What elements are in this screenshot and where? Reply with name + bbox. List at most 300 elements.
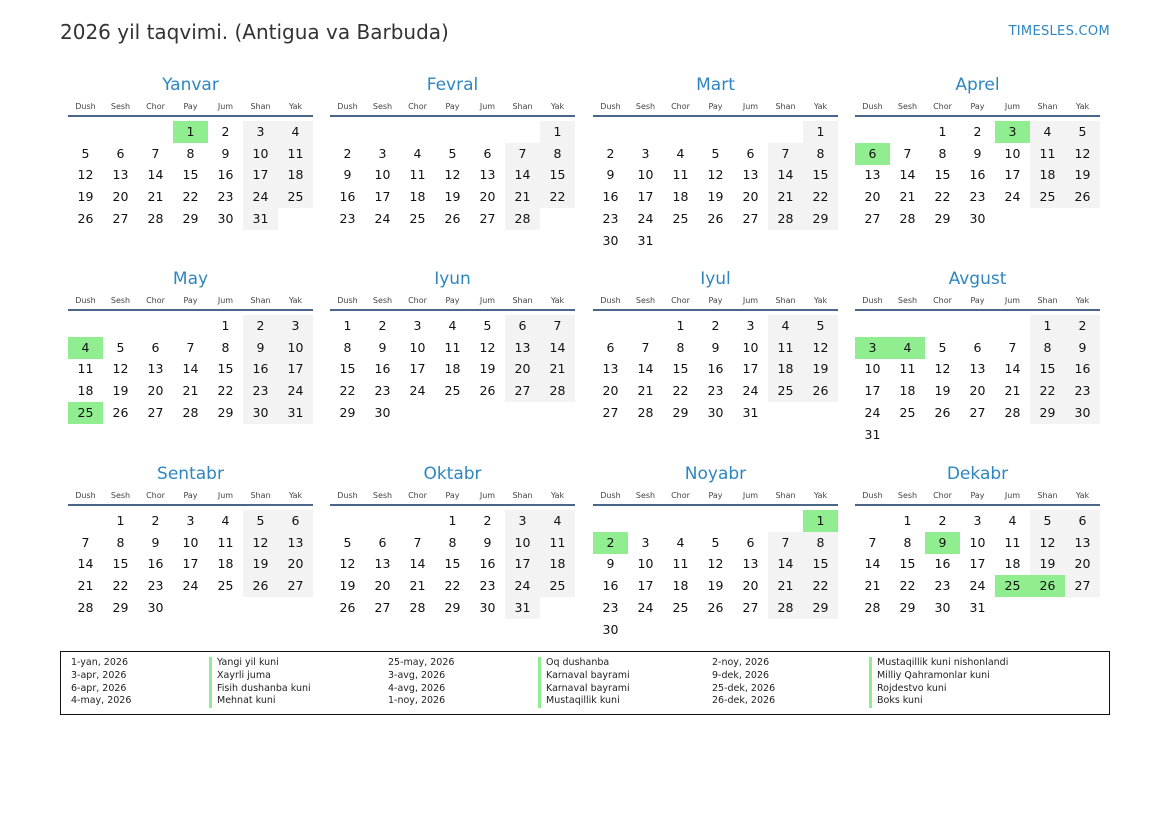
day-cell: 21 <box>409 578 426 594</box>
month-divider <box>68 115 313 117</box>
weekday-label: Pay <box>445 102 460 111</box>
month-name: Noyabr <box>684 464 747 484</box>
month-divider <box>330 504 575 506</box>
weekday-label: Chor <box>671 102 690 111</box>
day-cell: 5 <box>1030 510 1065 532</box>
day-cell: 3 <box>973 513 982 528</box>
weekday-label: Jum <box>217 296 234 305</box>
day-cell: 15 <box>899 556 916 572</box>
day-cell: 12 <box>1030 532 1065 554</box>
month-name: Mart <box>696 75 735 95</box>
day-cell: 11 <box>278 143 313 165</box>
day-cell: 3 <box>186 513 195 528</box>
day-cell: 2 <box>973 124 982 139</box>
weekday-header <box>855 491 1100 503</box>
holiday-day-cell: 1 <box>173 121 208 143</box>
day-cell: 8 <box>343 339 352 355</box>
day-cell: 14 <box>768 164 803 186</box>
day-cell: 9 <box>483 534 492 550</box>
weekday-header <box>330 296 575 308</box>
day-cell: 27 <box>278 575 313 597</box>
weekday-label: Dush <box>600 491 621 500</box>
day-cell: 3 <box>641 534 650 550</box>
day-cell: 22 <box>444 578 461 594</box>
day-cell: 13 <box>374 556 391 572</box>
weekday-label: Chor <box>146 491 165 500</box>
day-cell: 5 <box>711 534 720 550</box>
day-cell: 18 <box>217 556 234 572</box>
day-cell: 22 <box>540 186 575 208</box>
day-cell: 28 <box>77 599 94 615</box>
day-cell: 24 <box>374 210 391 226</box>
day-cell: 22 <box>182 189 199 205</box>
day-cell: 27 <box>742 210 759 226</box>
day-cell: 6 <box>378 534 387 550</box>
month-divider <box>593 309 838 311</box>
day-cell: 14 <box>409 556 426 572</box>
day-cell: 7 <box>81 534 90 550</box>
month-divider <box>855 309 1100 311</box>
day-cell: 9 <box>221 145 230 161</box>
day-cell: 6 <box>278 510 313 532</box>
day-cell: 15 <box>803 553 838 575</box>
day-cell: 10 <box>409 339 426 355</box>
day-cell: 9 <box>243 337 278 359</box>
day-cell: 29 <box>672 404 689 420</box>
weekday-label: Chor <box>408 491 427 500</box>
day-cell: 4 <box>221 513 230 528</box>
day-cell: 22 <box>1030 380 1065 402</box>
day-cell: 2 <box>243 315 278 337</box>
weekday-label: Dush <box>862 491 883 500</box>
weekday-label: Yak <box>1075 102 1090 111</box>
day-cell: 5 <box>116 339 125 355</box>
day-cell: 9 <box>1065 337 1100 359</box>
day-cell: 11 <box>768 337 803 359</box>
day-cell: 16 <box>934 556 951 572</box>
day-cell: 19 <box>1030 553 1065 575</box>
weekday-label: Jum <box>1004 102 1021 111</box>
weekday-label: Yak <box>550 296 565 305</box>
day-cell: 17 <box>969 556 986 572</box>
month-divider <box>330 115 575 117</box>
day-cell: 4 <box>676 145 685 161</box>
day-cell: 17 <box>182 556 199 572</box>
weekday-label: Shan <box>1037 296 1058 305</box>
weekday-label: Shan <box>775 102 796 111</box>
day-cell: 27 <box>602 404 619 420</box>
day-cell: 22 <box>899 578 916 594</box>
weekday-header <box>855 296 1100 308</box>
day-cell: 28 <box>409 599 426 615</box>
day-cell: 3 <box>278 315 313 337</box>
legend-date: 3-avg, 2026 <box>388 669 446 681</box>
weekday-label: Jum <box>479 102 496 111</box>
weekday-header <box>68 491 313 503</box>
day-cell: 20 <box>969 383 986 399</box>
day-cell: 17 <box>864 383 881 399</box>
day-cell: 18 <box>899 383 916 399</box>
day-cell: 30 <box>602 621 619 637</box>
day-cell: 5 <box>803 315 838 337</box>
day-cell: 7 <box>1008 339 1017 355</box>
day-cell: 18 <box>444 361 461 377</box>
weekday-label: Pay <box>708 102 723 111</box>
day-cell: 30 <box>147 599 164 615</box>
day-cell: 26 <box>243 575 278 597</box>
month-divider <box>855 115 1100 117</box>
weekday-label: Shan <box>1037 102 1058 111</box>
day-cell: 8 <box>676 339 685 355</box>
day-cell: 20 <box>742 578 759 594</box>
day-cell: 11 <box>1004 534 1021 550</box>
day-cell: 7 <box>641 339 650 355</box>
day-cell: 5 <box>483 318 492 333</box>
day-cell: 16 <box>602 578 619 594</box>
day-cell: 26 <box>77 210 94 226</box>
weekday-label: Sesh <box>635 296 656 305</box>
day-cell: 7 <box>903 145 912 161</box>
day-cell: 3 <box>413 318 422 333</box>
day-cell: 6 <box>151 339 160 355</box>
day-cell: 28 <box>505 208 540 230</box>
holiday-day-cell: 2 <box>593 532 628 554</box>
day-cell: 13 <box>864 167 881 183</box>
day-cell: 14 <box>540 337 575 359</box>
day-cell: 9 <box>343 167 352 183</box>
day-cell: 29 <box>217 404 234 420</box>
day-cell: 28 <box>182 404 199 420</box>
day-cell: 31 <box>278 402 313 424</box>
day-cell: 16 <box>969 167 986 183</box>
day-cell: 18 <box>672 578 689 594</box>
day-cell: 25 <box>672 210 689 226</box>
legend-holiday-name: Mustaqillik kuni <box>538 695 630 708</box>
weekday-label: Sesh <box>372 102 393 111</box>
holiday-day-cell: 26 <box>1030 575 1065 597</box>
legend-date: 3-apr, 2026 <box>71 669 127 681</box>
day-cell: 24 <box>182 578 199 594</box>
day-cell: 9 <box>606 167 615 183</box>
day-cell: 25 <box>540 575 575 597</box>
day-cell: 17 <box>637 578 654 594</box>
day-cell: 10 <box>505 532 540 554</box>
day-cell: 30 <box>602 232 619 248</box>
day-cell: 26 <box>934 404 951 420</box>
month-name: May <box>172 269 209 289</box>
day-cell: 5 <box>1065 121 1100 143</box>
weekday-label: Chor <box>146 102 165 111</box>
day-cell: 24 <box>243 186 278 208</box>
day-cell: 30 <box>707 404 724 420</box>
day-cell: 5 <box>343 534 352 550</box>
legend-dates-col-1 <box>71 657 131 708</box>
day-cell: 10 <box>637 167 654 183</box>
day-cell: 7 <box>768 143 803 165</box>
month-name: Avgust <box>948 269 1007 289</box>
day-cell: 22 <box>672 383 689 399</box>
day-cell: 11 <box>77 361 94 377</box>
day-cell: 5 <box>243 510 278 532</box>
day-cell: 19 <box>339 578 356 594</box>
month-name: Fevral <box>426 75 479 95</box>
day-cell: 12 <box>444 167 461 183</box>
holiday-legend <box>60 651 1110 715</box>
weekday-label: Dush <box>337 296 358 305</box>
day-cell: 28 <box>864 599 881 615</box>
day-cell: 14 <box>505 164 540 186</box>
day-cell: 31 <box>969 599 986 615</box>
weekday-label: Chor <box>146 296 165 305</box>
day-cell: 13 <box>147 361 164 377</box>
day-cell: 24 <box>637 599 654 615</box>
day-cell: 2 <box>343 145 352 161</box>
day-cell: 22 <box>803 186 838 208</box>
weekday-label: Yak <box>1075 491 1090 500</box>
day-cell: 21 <box>899 189 916 205</box>
day-cell: 23 <box>374 383 391 399</box>
weekday-label: Shan <box>512 491 533 500</box>
day-cell: 21 <box>540 358 575 380</box>
weekday-label: Jum <box>742 491 759 500</box>
day-cell: 12 <box>243 532 278 554</box>
day-cell: 11 <box>217 534 234 550</box>
day-cell: 23 <box>217 189 234 205</box>
day-cell: 6 <box>746 145 755 161</box>
day-cell: 3 <box>378 145 387 161</box>
day-cell: 4 <box>676 534 685 550</box>
day-cell: 22 <box>217 383 234 399</box>
day-cell: 24 <box>1004 189 1021 205</box>
day-cell: 8 <box>221 339 230 355</box>
day-cell: 25 <box>278 186 313 208</box>
day-cell: 9 <box>378 339 387 355</box>
day-cell: 14 <box>768 553 803 575</box>
weekday-header <box>593 296 838 308</box>
day-cell: 24 <box>505 575 540 597</box>
day-cell: 22 <box>339 383 356 399</box>
legend-date: 9-dek, 2026 <box>712 669 770 681</box>
weekday-label: Dush <box>600 102 621 111</box>
day-cell: 13 <box>505 337 540 359</box>
weekday-label: Dush <box>862 102 883 111</box>
legend-names-col-2 <box>538 657 630 708</box>
weekday-label: Pay <box>970 102 985 111</box>
day-cell: 21 <box>1004 383 1021 399</box>
holiday-day-cell: 3 <box>995 121 1030 143</box>
weekday-header <box>593 491 838 503</box>
day-cell: 8 <box>540 143 575 165</box>
month-divider <box>330 309 575 311</box>
day-cell: 8 <box>903 534 912 550</box>
day-cell: 28 <box>768 597 803 619</box>
legend-date: 26-dek, 2026 <box>712 695 776 707</box>
weekday-label: Dush <box>337 102 358 111</box>
day-cell: 29 <box>899 599 916 615</box>
weekday-label: Pay <box>445 296 460 305</box>
day-cell: 30 <box>969 210 986 226</box>
day-cell: 20 <box>147 383 164 399</box>
day-cell: 10 <box>969 534 986 550</box>
legend-names-col-3 <box>869 657 1008 708</box>
weekday-label: Chor <box>408 296 427 305</box>
day-cell: 29 <box>112 599 129 615</box>
day-cell: 28 <box>1004 404 1021 420</box>
day-cell: 29 <box>1030 402 1065 424</box>
weekday-label: Jum <box>217 491 234 500</box>
day-cell: 13 <box>742 556 759 572</box>
day-cell: 25 <box>217 578 234 594</box>
day-cell: 21 <box>77 578 94 594</box>
day-cell: 27 <box>147 404 164 420</box>
day-cell: 17 <box>505 553 540 575</box>
day-cell: 8 <box>1030 337 1065 359</box>
day-cell: 13 <box>1065 532 1100 554</box>
day-cell: 19 <box>112 383 129 399</box>
month-name: Iyul <box>700 269 731 289</box>
weekday-header <box>68 102 313 114</box>
day-cell: 23 <box>1065 380 1100 402</box>
weekday-label: Sesh <box>897 102 918 111</box>
day-cell: 18 <box>278 164 313 186</box>
weekday-label: Yak <box>550 102 565 111</box>
weekday-header <box>68 296 313 308</box>
day-cell: 29 <box>803 208 838 230</box>
legend-date: 4-may, 2026 <box>71 695 132 707</box>
weekday-label: Sesh <box>110 491 131 500</box>
day-cell: 24 <box>864 404 881 420</box>
weekday-label: Yak <box>288 102 303 111</box>
day-cell: 1 <box>1030 315 1065 337</box>
weekday-label: Pay <box>970 296 985 305</box>
legend-holiday-name: Boks kuni <box>869 695 1008 708</box>
month-divider <box>68 309 313 311</box>
page-title: 2026 yil taqvimi. (Antigua va Barbuda) <box>60 20 449 44</box>
day-cell: 20 <box>864 189 881 205</box>
weekday-label: Shan <box>775 491 796 500</box>
day-cell: 19 <box>707 189 724 205</box>
day-cell: 2 <box>483 513 492 528</box>
day-cell: 13 <box>742 167 759 183</box>
day-cell: 11 <box>672 556 689 572</box>
day-cell: 1 <box>903 513 912 528</box>
weekday-label: Chor <box>933 491 952 500</box>
weekday-label: Sesh <box>635 102 656 111</box>
site-brand-link[interactable]: TIMESLES.COM <box>1008 24 1110 39</box>
month-name: Oktabr <box>423 464 482 484</box>
day-cell: 16 <box>147 556 164 572</box>
legend-holiday-name: Xayrli juma <box>209 670 311 683</box>
day-cell: 30 <box>243 402 278 424</box>
day-cell: 19 <box>479 361 496 377</box>
holiday-day-cell: 25 <box>68 402 103 424</box>
legend-holiday-name: Fisih dushanba kuni <box>209 683 311 696</box>
day-cell: 10 <box>742 339 759 355</box>
day-cell: 25 <box>672 599 689 615</box>
day-cell: 11 <box>409 167 426 183</box>
day-cell: 23 <box>243 380 278 402</box>
legend-date: 4-avg, 2026 <box>388 682 446 694</box>
weekday-label: Shan <box>512 296 533 305</box>
day-cell: 4 <box>413 145 422 161</box>
day-cell: 9 <box>973 145 982 161</box>
weekday-label: Shan <box>775 296 796 305</box>
weekday-label: Yak <box>813 491 828 500</box>
day-cell: 2 <box>378 318 387 333</box>
weekday-header <box>855 102 1100 114</box>
day-cell: 27 <box>505 380 540 402</box>
day-cell: 15 <box>112 556 129 572</box>
day-cell: 30 <box>374 404 391 420</box>
day-cell: 7 <box>540 315 575 337</box>
day-cell: 19 <box>934 383 951 399</box>
day-cell: 15 <box>444 556 461 572</box>
weekday-label: Sesh <box>110 296 131 305</box>
weekday-header <box>330 102 575 114</box>
day-cell: 23 <box>602 210 619 226</box>
day-cell: 12 <box>934 361 951 377</box>
day-cell: 8 <box>116 534 125 550</box>
weekday-label: Dush <box>862 296 883 305</box>
day-cell: 11 <box>540 532 575 554</box>
legend-holiday-name: Mehnat kuni <box>209 695 311 708</box>
holiday-day-cell: 1 <box>803 510 838 532</box>
day-cell: 7 <box>505 143 540 165</box>
day-cell: 8 <box>186 145 195 161</box>
day-cell: 6 <box>1065 510 1100 532</box>
day-cell: 13 <box>278 532 313 554</box>
day-cell: 27 <box>742 599 759 615</box>
day-cell: 21 <box>182 383 199 399</box>
holiday-day-cell: 25 <box>995 575 1030 597</box>
day-cell: 15 <box>540 164 575 186</box>
month-divider <box>593 504 838 506</box>
day-cell: 16 <box>1065 358 1100 380</box>
day-cell: 18 <box>540 553 575 575</box>
day-cell: 6 <box>483 145 492 161</box>
weekday-label: Sesh <box>372 296 393 305</box>
day-cell: 10 <box>182 534 199 550</box>
legend-holiday-name: Karnaval bayrami <box>538 683 630 696</box>
day-cell: 19 <box>243 553 278 575</box>
day-cell: 26 <box>444 210 461 226</box>
weekday-label: Pay <box>183 491 198 500</box>
legend-holiday-name: Karnaval bayrami <box>538 670 630 683</box>
day-cell: 6 <box>116 145 125 161</box>
day-cell: 3 <box>641 145 650 161</box>
month-divider <box>855 504 1100 506</box>
day-cell: 19 <box>444 189 461 205</box>
day-cell: 8 <box>803 143 838 165</box>
weekday-label: Sesh <box>110 102 131 111</box>
day-cell: 24 <box>742 383 759 399</box>
day-cell: 22 <box>112 578 129 594</box>
day-cell: 24 <box>637 210 654 226</box>
weekday-label: Sesh <box>635 491 656 500</box>
weekday-label: Yak <box>813 102 828 111</box>
day-cell: 14 <box>864 556 881 572</box>
weekday-label: Yak <box>288 491 303 500</box>
day-cell: 1 <box>116 513 125 528</box>
day-cell: 19 <box>803 358 838 380</box>
holiday-day-cell: 4 <box>68 337 103 359</box>
day-cell: 18 <box>409 189 426 205</box>
month-divider <box>593 115 838 117</box>
day-cell: 21 <box>505 186 540 208</box>
day-cell: 29 <box>444 599 461 615</box>
day-cell: 29 <box>339 404 356 420</box>
day-cell: 7 <box>868 534 877 550</box>
